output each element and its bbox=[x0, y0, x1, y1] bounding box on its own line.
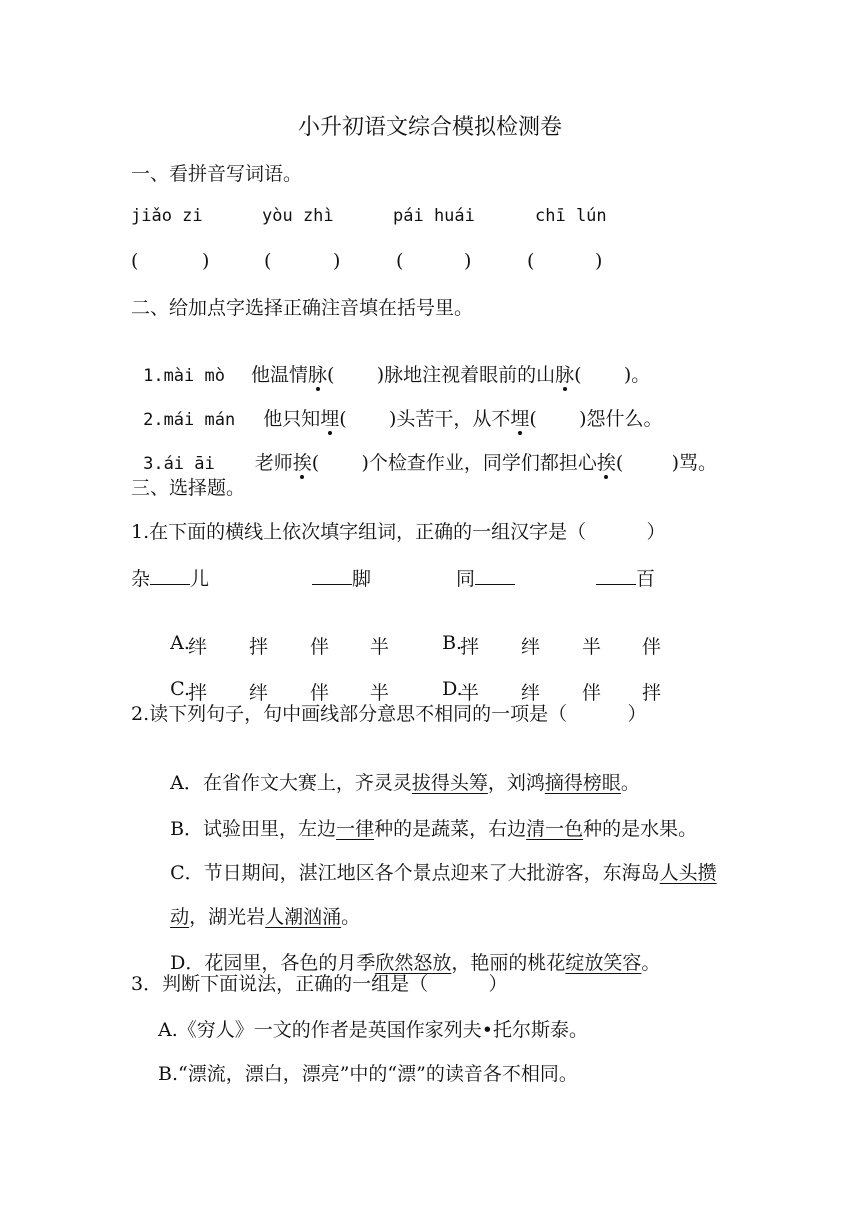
bracket-close: ) bbox=[464, 250, 472, 272]
s3-q3-option-a[interactable]: A.《穷人》一文的作者是英国作家列夫•托尔斯泰。 bbox=[158, 1019, 588, 1041]
pinyin-4: chī lún bbox=[535, 206, 607, 226]
underlined-phrase: 一律 bbox=[336, 818, 375, 840]
option-b[interactable]: B. 拌 绊 半 伴 bbox=[442, 632, 662, 658]
s3-q1-stem: 1.在下面的横线上依次填字组词，正确的一组汉字是（ ） bbox=[131, 521, 666, 543]
fill-blank-3: 同 bbox=[456, 564, 515, 591]
option-a[interactable]: A. 绊 拌 伴 半 bbox=[170, 632, 390, 658]
s3-q2-option-c-cont: 动，湖光岩人潮汹涌。 bbox=[170, 906, 361, 928]
bracket-close: ) bbox=[333, 250, 341, 272]
pinyin-3: pái huái bbox=[393, 206, 475, 226]
fill-blank-1: 杂 儿 bbox=[131, 564, 209, 591]
dotted-char: 挨 bbox=[292, 452, 312, 474]
s3-q3-option-b[interactable]: B.“漂流，漂白，漂亮”中的“漂”的读音各不相同。 bbox=[158, 1063, 578, 1085]
s3-q2-option-a[interactable]: A．在省作文大赛上，齐灵灵拔得头筹，刘鸿摘得榜眼。 bbox=[170, 772, 640, 794]
s3-q2-stem: 2.读下列句子，句中画线部分意思不相同的一项是（ ） bbox=[131, 703, 647, 725]
bracket-open: ( bbox=[131, 250, 139, 272]
s3-q2-option-b[interactable]: B．试验田里，左边一律种的是蔬菜，右边清一色种的是水果。 bbox=[170, 818, 698, 840]
blank-line[interactable] bbox=[150, 564, 190, 585]
s3-q2-option-d[interactable]: D．花园里，各色的月季欣然怒放，艳丽的桃花绽放笑容。 bbox=[170, 952, 661, 974]
underlined-phrase: 人头攒 bbox=[659, 862, 717, 884]
pinyin-1: jiǎo zi bbox=[131, 206, 203, 226]
bracket-open: ( bbox=[396, 250, 404, 272]
s3-q3-stem: 3．判断下面说法，正确的一组是（ ） bbox=[131, 973, 508, 995]
underlined-phrase: 摘得榜眼 bbox=[544, 772, 621, 794]
option-d[interactable]: D. 半 绊 伴 拌 bbox=[442, 678, 662, 704]
section-3-heading: 三、选择题。 bbox=[131, 477, 246, 499]
dotted-char: 埋 bbox=[320, 408, 340, 430]
page-title: 小升初语文综合模拟检测卷 bbox=[297, 115, 562, 140]
fill-blank-4: 百 bbox=[596, 564, 655, 591]
bracket-open: ( bbox=[264, 250, 272, 272]
blank-line[interactable] bbox=[596, 564, 636, 585]
underlined-phrase: 清一色 bbox=[526, 818, 584, 840]
underlined-phrase: 拔得头筹 bbox=[411, 772, 488, 794]
pinyin-2: yòu zhì bbox=[262, 206, 334, 226]
pinyin-options: 1.mài mò bbox=[143, 366, 225, 386]
dotted-char: 挨 bbox=[596, 452, 616, 474]
underlined-phrase: 绽放笑容 bbox=[565, 952, 642, 974]
s2-question-1: 1.mài mò 他温情脉( )脉地注视着眼前的山脉( )。 bbox=[143, 364, 651, 386]
dotted-char: 埋 bbox=[510, 408, 530, 430]
s2-question-2: 2.mái mán 他只知埋( )头苦干，从不埋( )怨什么。 bbox=[143, 408, 663, 430]
underlined-phrase: 动 bbox=[170, 906, 190, 928]
bracket-open: ( bbox=[527, 250, 535, 272]
dotted-char: 脉 bbox=[555, 364, 575, 386]
pinyin-options: 3.ái āi bbox=[143, 454, 215, 474]
blank-line[interactable] bbox=[475, 564, 515, 585]
dotted-char: 脉 bbox=[308, 364, 328, 386]
bracket-close: ) bbox=[595, 250, 603, 272]
section-2-heading: 二、给加点字选择正确注音填在括号里。 bbox=[131, 297, 474, 319]
bracket-close: ) bbox=[202, 250, 210, 272]
pinyin-options: 2.mái mán bbox=[143, 410, 236, 430]
s3-q2-option-c[interactable]: C．节日期间，湛江地区各个景点迎来了大批游客，东海岛人头攒 bbox=[170, 862, 717, 884]
fill-blank-2: 脚 bbox=[312, 564, 371, 591]
blank-line[interactable] bbox=[312, 564, 352, 585]
underlined-phrase: 欣然怒放 bbox=[375, 952, 452, 974]
section-1-heading: 一、看拼音写词语。 bbox=[131, 163, 303, 185]
s2-question-3: 3.ái āi 老师挨( )个检查作业，同学们都担心挨( )骂。 bbox=[143, 452, 718, 474]
option-c[interactable]: C. 拌 绊 伴 半 bbox=[170, 678, 390, 704]
underlined-phrase: 人潮汹涌 bbox=[265, 906, 342, 928]
